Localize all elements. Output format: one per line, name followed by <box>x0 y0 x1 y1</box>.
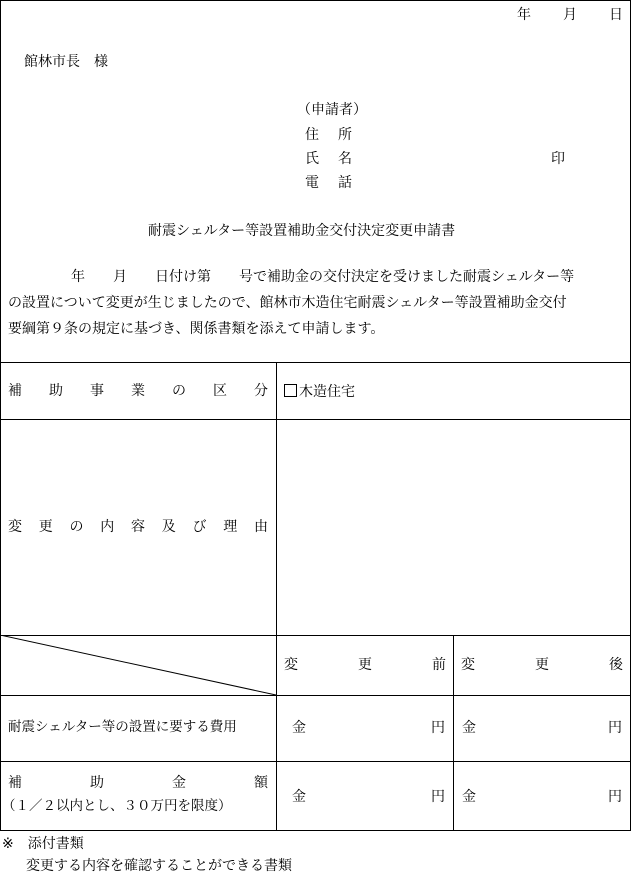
col-line-split <box>453 635 454 831</box>
subsidy-after-suffix: 円 <box>608 789 622 805</box>
cost-label: 耐震シェルター等の設置に要する費用 <box>8 719 237 735</box>
cost-before-prefix: 金 <box>292 720 306 736</box>
subsidy-before-suffix: 円 <box>431 789 445 805</box>
subsidy-before-prefix: 金 <box>292 789 306 805</box>
form-title: 耐震シェルター等設置補助金交付決定変更申請書 <box>148 223 456 239</box>
subsidy-label: 補 助 金 額 <box>8 775 268 791</box>
addressee: 館林市長 様 <box>24 54 108 70</box>
name-label-2: 名 <box>338 151 352 167</box>
address-label-2: 所 <box>338 127 352 143</box>
cost-after-suffix: 円 <box>608 720 622 736</box>
phone-label-2: 話 <box>338 175 352 191</box>
after-header: 変 更 後 <box>461 657 623 673</box>
name-label-1: 氏 <box>305 151 319 167</box>
body-line-2: の設置について変更が生じましたので、館林市木造住宅耐震シェルター等設置補助金交付 <box>8 295 567 311</box>
table-top-line <box>0 362 631 363</box>
category-label: 補 助 事 業 の 区 分 <box>8 383 268 399</box>
row-line-4 <box>0 761 631 762</box>
change-content-field[interactable] <box>277 420 631 635</box>
cost-after-prefix: 金 <box>462 720 476 736</box>
subsidy-note: （１／２以内とし、３０万円を限度） <box>2 798 232 814</box>
checkbox-icon[interactable] <box>284 384 297 397</box>
attachments-heading: ※ 添付書類 <box>2 836 84 852</box>
category-value[interactable]: 木造住宅 <box>284 384 355 399</box>
change-label: 変 更 の 内 容 及 び 理 由 <box>8 519 268 535</box>
phone-label-1: 電 <box>305 175 319 191</box>
diagonal-line <box>0 635 277 696</box>
date-year: 年 <box>517 7 531 23</box>
body-line-3: 要綱第９条の規定に基づき、関係書類を添えて申請します。 <box>8 321 385 337</box>
applicant-label: （申請者） <box>297 102 367 118</box>
address-label-1: 住 <box>305 127 319 143</box>
attachments-item: 変更する内容を確認することができる書類 <box>26 858 292 874</box>
cost-before-suffix: 円 <box>431 720 445 736</box>
subsidy-after-prefix: 金 <box>462 789 476 805</box>
seal-mark: 印 <box>551 151 565 167</box>
date-month: 月 <box>563 7 577 23</box>
body-line-1: 年 月 日付け第 号で補助金の交付決定を受けました耐震シェルター等 <box>71 269 575 285</box>
date-day: 日 <box>609 7 623 23</box>
before-header: 変 更 前 <box>284 657 446 673</box>
